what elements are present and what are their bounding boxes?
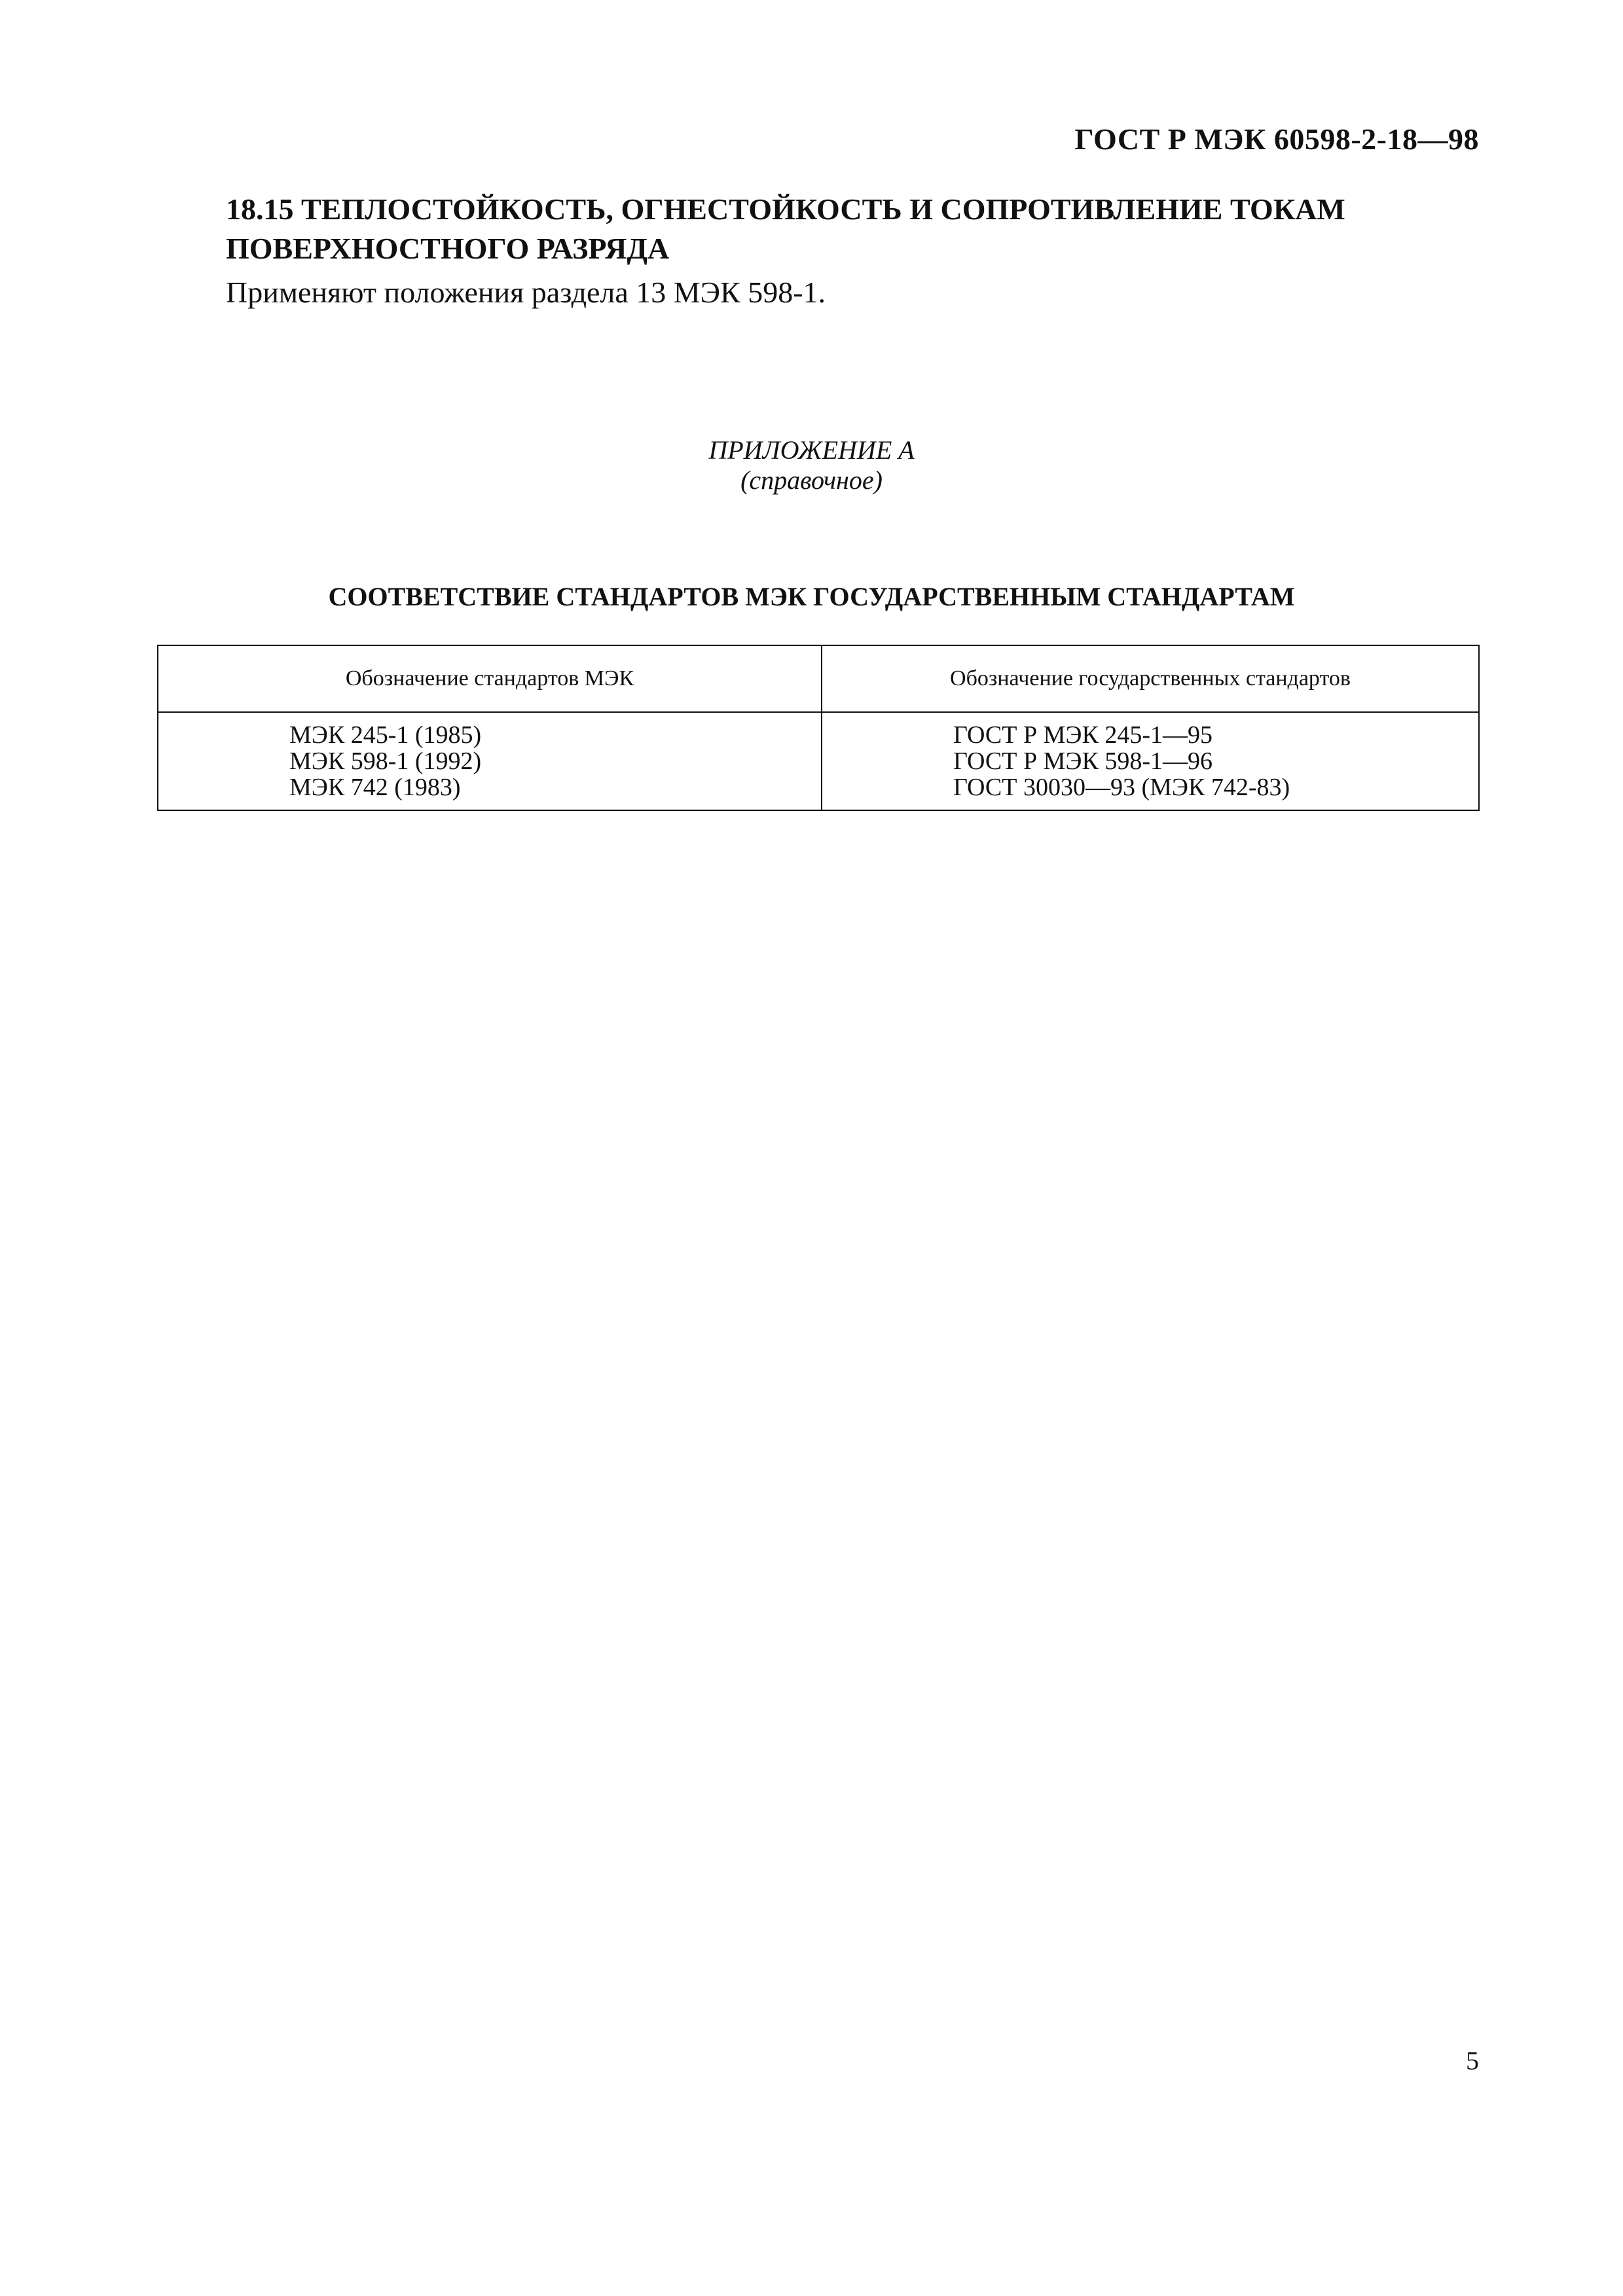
annex-heading (0, 435, 1623, 495)
list-item: ГОСТ 30030—93 (МЭК 742-83) (953, 774, 1290, 801)
list-item: МЭК 245-1 (1985) (289, 721, 482, 749)
list-item: МЭК 598-1 (1992) (289, 747, 482, 775)
table-title: СООТВЕТСТВИЕ СТАНДАРТОВ МЭК ГОСУДАРСТВЕННЫМ СТАНДАРТАМ (328, 582, 1295, 611)
standards-correspondence-table (157, 645, 1480, 811)
table-header-iec: Обозначение стандартов МЭК (158, 645, 822, 712)
page-number: 5 (1466, 2046, 1479, 2075)
section-heading-line-1: 18.15 ТЕПЛОСТОЙКОСТЬ, ОГНЕСТОЙКОСТЬ И СОПРОТИВЛЕНИЕ ТОКАМ (226, 192, 1345, 226)
list-item: ГОСТ Р МЭК 598-1—96 (953, 747, 1213, 775)
annex-title: ПРИЛОЖЕНИЕ А (708, 435, 915, 465)
section-heading (226, 190, 1470, 268)
list-item: МЭК 742 (1983) (289, 774, 461, 801)
section-body-text: Применяют положения раздела 13 МЭК 598-1. (226, 276, 826, 309)
table-row (158, 712, 1479, 810)
table-cell-iec (158, 712, 822, 810)
section-heading-line-2: ПОВЕРХНОСТНОГО РАЗРЯДА (226, 232, 670, 265)
annex-subtitle: (справочное) (740, 465, 883, 495)
table-cell-gost (822, 712, 1479, 810)
list-item: ГОСТ Р МЭК 245-1—95 (953, 721, 1213, 749)
table-header-row (158, 645, 1479, 712)
table-header-gost: Обозначение государственных стандартов (822, 645, 1479, 712)
document-code: ГОСТ Р МЭК 60598-2-18—98 (1074, 122, 1479, 156)
